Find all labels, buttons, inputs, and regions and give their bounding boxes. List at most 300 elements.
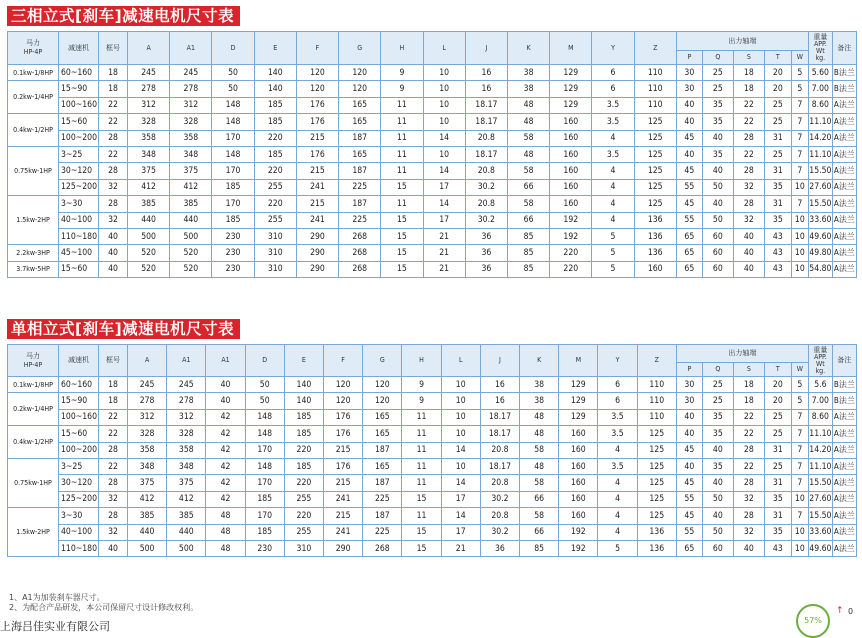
table-cell: 129: [550, 97, 592, 113]
table-cell: 11: [402, 475, 441, 491]
table-cell: 215: [296, 196, 338, 212]
table-cell: 290: [296, 261, 338, 277]
table-cell: 45: [676, 508, 702, 524]
table-cell: 58: [520, 442, 559, 458]
table-cell: 11: [381, 97, 423, 113]
table-cell: 35: [702, 426, 733, 442]
table-cell: 520: [170, 261, 212, 277]
table-cell: 38: [507, 65, 549, 81]
motor-cell: 0.4kw-1/2HP: [8, 114, 59, 147]
table-cell: 14: [441, 475, 480, 491]
table-cell: 312: [128, 97, 170, 113]
table-cell: 278: [167, 393, 206, 409]
table-cell: 412: [128, 491, 167, 507]
table-cell: 54.80: [808, 261, 832, 277]
table-row: [8, 179, 857, 195]
table-cell: 245: [128, 377, 167, 393]
header-dim: Y: [592, 32, 634, 65]
table-cell: 187: [339, 130, 381, 146]
header-dim: Y: [598, 345, 637, 377]
table-cell: 18: [733, 393, 764, 409]
table-cell: 15: [381, 212, 423, 228]
table-cell: 42: [206, 409, 245, 425]
table-cell: 241: [296, 212, 338, 228]
table-cell: 10: [791, 179, 808, 195]
corner-value: 0: [848, 607, 854, 616]
header-dim: J: [480, 345, 519, 377]
table-cell: 278: [128, 393, 167, 409]
table-cell: 245: [170, 65, 212, 81]
table-cell: 30: [676, 377, 702, 393]
table-cell: 110: [634, 81, 676, 97]
table-cell: 30~120: [59, 163, 99, 179]
table-cell: 241: [324, 524, 363, 540]
note-cell: A法兰: [832, 458, 856, 474]
table-cell: 412: [167, 491, 206, 507]
table-cell: 11: [381, 196, 423, 212]
table-cell: 136: [634, 212, 676, 228]
table-cell: 21: [423, 245, 465, 261]
table-cell: 10: [441, 458, 480, 474]
header-dim: E: [284, 345, 323, 377]
table-cell: 28: [99, 508, 128, 524]
table-cell: 312: [128, 409, 167, 425]
table-cell: 20.8: [480, 508, 519, 524]
note-cell: A法兰: [832, 261, 856, 277]
table-cell: 148: [245, 458, 284, 474]
table-cell: 136: [637, 540, 676, 556]
table-cell: 50: [245, 393, 284, 409]
table-cell: 15: [381, 228, 423, 244]
table-cell: 15.50: [808, 508, 832, 524]
table-cell: 7: [791, 442, 808, 458]
header-motor: [8, 345, 59, 377]
header-row: [8, 32, 857, 51]
table-cell: 15: [381, 261, 423, 277]
table-cell: 20: [764, 81, 791, 97]
table-cell: 42: [206, 426, 245, 442]
table-cell: 412: [128, 179, 170, 195]
table-cell: 225: [339, 179, 381, 195]
table-cell: 14: [423, 130, 465, 146]
table-cell: 31: [764, 442, 791, 458]
table-cell: 25: [764, 114, 791, 130]
table-cell: 215: [296, 130, 338, 146]
header-motor: [8, 32, 59, 65]
table-cell: 125: [634, 196, 676, 212]
table-cell: 10: [423, 65, 465, 81]
table-cell: 385: [128, 508, 167, 524]
table-cell: 348: [128, 146, 170, 162]
table-cell: 27.60: [808, 179, 832, 195]
table-cell: 15: [402, 491, 441, 507]
header-weight-line: 重量: [813, 345, 828, 354]
header-frame: 框号: [99, 32, 128, 65]
header-shaft: W: [791, 51, 808, 65]
table-cell: 66: [520, 524, 559, 540]
header-weight-line: Wt: [816, 359, 825, 368]
table-cell: 328: [167, 426, 206, 442]
table-cell: 120: [296, 65, 338, 81]
table-cell: 45~100: [59, 245, 99, 261]
table-cell: 30.2: [465, 179, 507, 195]
table-cell: 185: [284, 426, 323, 442]
table-cell: 110: [637, 409, 676, 425]
table-cell: 358: [170, 130, 212, 146]
table-cell: 20.8: [480, 442, 519, 458]
table-cell: 125: [637, 491, 676, 507]
table-cell: 40~100: [59, 524, 99, 540]
table-cell: 4: [592, 212, 634, 228]
table-cell: 165: [339, 97, 381, 113]
table-row: [8, 65, 857, 81]
note-cell: A法兰: [832, 228, 856, 244]
table-cell: 348: [128, 458, 167, 474]
table-row: [8, 409, 857, 425]
table-cell: 241: [296, 179, 338, 195]
table-cell: 28: [99, 475, 128, 491]
table-cell: 30: [676, 81, 702, 97]
table-cell: 3.5: [592, 114, 634, 130]
table-cell: 32: [99, 524, 128, 540]
table-cell: 18: [733, 81, 764, 97]
table-cell: 176: [324, 409, 363, 425]
table-cell: 22: [99, 458, 128, 474]
table-cell: 358: [167, 442, 206, 458]
table-cell: 36: [480, 540, 519, 556]
table-row: [8, 426, 857, 442]
table-cell: 48: [206, 508, 245, 524]
header-weight-line: 重量: [813, 33, 828, 41]
table-cell: 25: [702, 65, 733, 81]
table-cell: 160: [550, 196, 592, 212]
table-cell: 5: [592, 261, 634, 277]
table-cell: 140: [254, 65, 296, 81]
table-cell: 170: [212, 163, 254, 179]
table-cell: 35: [702, 409, 733, 425]
table-cell: 125: [637, 458, 676, 474]
table-cell: 10: [441, 393, 480, 409]
table-cell: 60: [702, 228, 733, 244]
table-cell: 312: [167, 409, 206, 425]
table-cell: 290: [324, 540, 363, 556]
table-cell: 110: [637, 393, 676, 409]
motor-cell: 2.2kw-3HP: [8, 245, 59, 261]
table-row: [8, 508, 857, 524]
table-cell: 11: [381, 146, 423, 162]
table-cell: 7: [791, 114, 808, 130]
header-dim: F: [324, 345, 363, 377]
table-cell: 32: [99, 179, 128, 195]
table-cell: 58: [507, 163, 549, 179]
table-row: [8, 97, 857, 113]
table-cell: 15~90: [59, 393, 99, 409]
table-cell: 10: [791, 540, 808, 556]
table-cell: 66: [520, 491, 559, 507]
table-cell: 7: [791, 475, 808, 491]
table-cell: 100~200: [59, 442, 99, 458]
header-weight: [808, 32, 832, 65]
table-cell: 192: [550, 228, 592, 244]
table-cell: 15~90: [59, 81, 99, 97]
table-cell: 60~160: [59, 377, 99, 393]
table-cell: 40: [676, 458, 702, 474]
table-cell: 45: [676, 475, 702, 491]
table-cell: 500: [170, 228, 212, 244]
table-cell: 65: [676, 245, 702, 261]
table-cell: 176: [296, 97, 338, 113]
table-row: [8, 114, 857, 130]
table-cell: 10: [423, 146, 465, 162]
table-cell: 17: [423, 179, 465, 195]
header-shaft: S: [733, 51, 764, 65]
table-cell: 7: [791, 146, 808, 162]
note-cell: A法兰: [832, 491, 856, 507]
table-cell: 500: [167, 540, 206, 556]
table-cell: 7.00: [808, 393, 832, 409]
table-cell: 160: [559, 458, 598, 474]
table-cell: 140: [284, 377, 323, 393]
table-cell: 140: [284, 393, 323, 409]
table-cell: 14: [423, 163, 465, 179]
header-dim: H: [402, 345, 441, 377]
note-cell: A法兰: [832, 163, 856, 179]
table-cell: 30.2: [465, 212, 507, 228]
table-cell: 17: [423, 212, 465, 228]
header-ratio: 减速机: [59, 32, 99, 65]
table-cell: 35: [764, 491, 791, 507]
note-cell: B法兰: [832, 377, 856, 393]
table-cell: 40: [99, 261, 128, 277]
table-cell: 11: [402, 458, 441, 474]
table-cell: 10: [791, 524, 808, 540]
table-cell: 10: [423, 81, 465, 97]
table-cell: 11.10: [808, 426, 832, 442]
table-cell: 385: [128, 196, 170, 212]
table-cell: 38: [507, 81, 549, 97]
table-cell: 215: [296, 163, 338, 179]
table-cell: 50: [212, 81, 254, 97]
table-cell: 375: [167, 475, 206, 491]
table-cell: 30~120: [59, 475, 99, 491]
table-cell: 35: [764, 524, 791, 540]
table-cell: 40: [733, 540, 764, 556]
header-weight: [808, 345, 832, 377]
table-row: [8, 146, 857, 162]
table-cell: 16: [480, 377, 519, 393]
header-dim: A1: [167, 345, 206, 377]
footnotes: [9, 593, 198, 613]
table-cell: 125~200: [59, 179, 99, 195]
table-cell: 28: [99, 130, 128, 146]
table-cell: 7: [791, 426, 808, 442]
table-cell: 440: [170, 212, 212, 228]
table-cell: 185: [254, 97, 296, 113]
header-note: 备注: [832, 32, 856, 65]
header-dim: E: [254, 32, 296, 65]
table-cell: 22: [99, 114, 128, 130]
table-cell: 16: [465, 65, 507, 81]
table-cell: 187: [363, 442, 402, 458]
table-cell: 125: [634, 179, 676, 195]
table-cell: 35: [764, 179, 791, 195]
table-cell: 148: [212, 146, 254, 162]
table-cell: 11: [402, 409, 441, 425]
table-cell: 60: [702, 540, 733, 556]
table-cell: 220: [550, 261, 592, 277]
table-cell: 38: [520, 377, 559, 393]
table-cell: 18: [733, 65, 764, 81]
table-cell: 136: [634, 228, 676, 244]
table-cell: 40: [702, 130, 733, 146]
table-row: [8, 458, 857, 474]
table-cell: 18: [99, 377, 128, 393]
header-dim: Z: [634, 32, 676, 65]
table-cell: 3.5: [592, 146, 634, 162]
table-cell: 185: [245, 491, 284, 507]
table-cell: 40: [702, 196, 733, 212]
header-dim: D: [245, 345, 284, 377]
table-cell: 49.60: [808, 228, 832, 244]
table-row: [8, 245, 857, 261]
table-cell: 310: [284, 540, 323, 556]
motor-cell: 0.2kw-1/4HP: [8, 81, 59, 114]
table-cell: 31: [764, 130, 791, 146]
motor-cell: 0.2kw-1/4HP: [8, 393, 59, 426]
table-cell: 4: [592, 163, 634, 179]
table-cell: 20.8: [465, 196, 507, 212]
table-cell: 22: [99, 146, 128, 162]
table-cell: 125: [637, 475, 676, 491]
table-cell: 230: [212, 261, 254, 277]
table-cell: 187: [339, 196, 381, 212]
table-cell: 10: [423, 97, 465, 113]
table-cell: 25: [764, 426, 791, 442]
note-cell: A法兰: [832, 426, 856, 442]
table-cell: 110~180: [59, 540, 99, 556]
table-cell: 58: [507, 196, 549, 212]
note-cell: B法兰: [832, 81, 856, 97]
table-cell: 16: [465, 81, 507, 97]
table-cell: 30.2: [480, 524, 519, 540]
table-cell: 60: [702, 261, 733, 277]
table-cell: 225: [339, 212, 381, 228]
table-cell: 40: [676, 97, 702, 113]
table-cell: 7: [791, 409, 808, 425]
table-cell: 42: [206, 475, 245, 491]
table-cell: 11: [381, 130, 423, 146]
table-cell: 48: [520, 409, 559, 425]
motor-cell: 0.75kw-1HP: [8, 458, 59, 507]
table-cell: 7: [791, 97, 808, 113]
table-cell: 22: [99, 97, 128, 113]
table-cell: 28: [99, 442, 128, 458]
table-cell: 18.17: [480, 426, 519, 442]
table-cell: 43: [764, 540, 791, 556]
table-cell: 32: [733, 179, 764, 195]
table-cell: 36: [465, 228, 507, 244]
table-cell: 31: [764, 163, 791, 179]
table-cell: 32: [99, 491, 128, 507]
table-cell: 31: [764, 475, 791, 491]
table-cell: 187: [363, 508, 402, 524]
header-dim: A1: [206, 345, 245, 377]
table-cell: 30: [676, 65, 702, 81]
table-cell: 10: [791, 212, 808, 228]
table-row: [8, 81, 857, 97]
table-cell: 225: [363, 524, 402, 540]
table-cell: 85: [507, 261, 549, 277]
table-cell: 48: [520, 458, 559, 474]
note-cell: A法兰: [832, 130, 856, 146]
header-motor-line1: 马力: [26, 39, 40, 47]
note-cell: A法兰: [832, 97, 856, 113]
table-cell: 4: [598, 491, 637, 507]
table-cell: 20.8: [465, 163, 507, 179]
table-cell: 375: [170, 163, 212, 179]
table-cell: 27.60: [808, 491, 832, 507]
table-cell: 4: [592, 196, 634, 212]
header-motor-line2: HP-4P: [23, 48, 43, 56]
header-shaft-group: 出力轴端: [676, 32, 808, 51]
table-cell: 85: [520, 540, 559, 556]
header-frame: 框号: [99, 345, 128, 377]
table-cell: 160: [550, 163, 592, 179]
table-cell: 4: [598, 508, 637, 524]
table-cell: 25: [702, 377, 733, 393]
table-cell: 165: [339, 146, 381, 162]
table-cell: 48: [507, 146, 549, 162]
table-cell: 28: [99, 196, 128, 212]
header-shaft: P: [676, 363, 702, 377]
table-cell: 160: [559, 426, 598, 442]
table-cell: 18: [99, 393, 128, 409]
note-cell: A法兰: [832, 524, 856, 540]
header-dim: M: [559, 345, 598, 377]
table-cell: 5: [791, 65, 808, 81]
header-shaft: Q: [702, 51, 733, 65]
table-cell: 348: [167, 458, 206, 474]
table-cell: 245: [128, 65, 170, 81]
table-cell: 14: [441, 442, 480, 458]
table-cell: 5.60: [808, 65, 832, 81]
table-cell: 21: [441, 540, 480, 556]
table-cell: 192: [559, 540, 598, 556]
header-weight-line: Wt: [816, 47, 825, 55]
table-cell: 125: [637, 442, 676, 458]
table-cell: 43: [764, 261, 791, 277]
single-phase-dimension-table: [7, 344, 857, 557]
table-cell: 50: [702, 212, 733, 228]
table-cell: 187: [363, 475, 402, 491]
table-cell: 278: [170, 81, 212, 97]
header-dim: J: [465, 32, 507, 65]
table-cell: 5: [592, 228, 634, 244]
header-shaft-group: 出力轴端: [676, 345, 808, 363]
table-cell: 48: [520, 426, 559, 442]
table-cell: 10: [791, 228, 808, 244]
header-ratio: 减速机: [59, 345, 99, 377]
table-cell: 110: [634, 97, 676, 113]
table-cell: 45: [676, 196, 702, 212]
table-cell: 328: [128, 114, 170, 130]
table-cell: 160: [550, 146, 592, 162]
table-cell: 136: [637, 524, 676, 540]
note-cell: A法兰: [832, 245, 856, 261]
table-cell: 160: [559, 475, 598, 491]
table-cell: 9: [402, 393, 441, 409]
note-cell: A法兰: [832, 409, 856, 425]
